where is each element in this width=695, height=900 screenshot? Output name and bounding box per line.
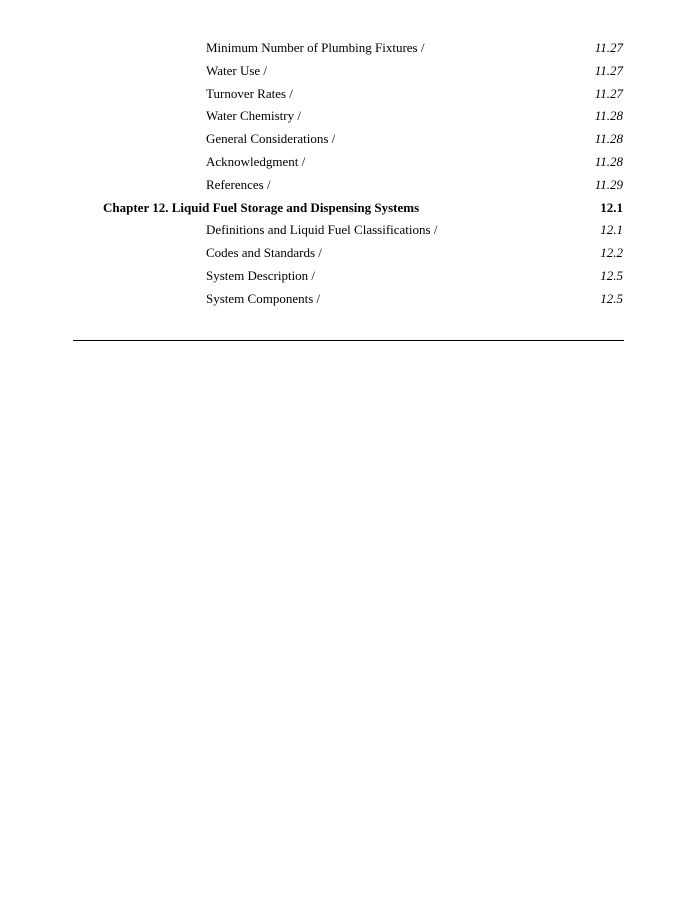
toc-entry[interactable] [0, 105, 695, 128]
toc-entry-page: 11.28 [594, 153, 623, 169]
toc-entry-title: System Components / [206, 290, 321, 306]
toc-chapter-heading[interactable] [0, 197, 695, 220]
toc-entry-page: 11.29 [594, 176, 623, 192]
toc-entry-page: 12.1 [600, 222, 623, 238]
chapter-page: 12.1 [600, 199, 623, 215]
toc-entry[interactable] [0, 151, 695, 174]
toc-entry-title: Water Chemistry / [206, 108, 301, 124]
toc-entry-page: 12.5 [600, 267, 623, 283]
toc-entry[interactable] [0, 60, 695, 83]
toc-entry[interactable] [0, 288, 695, 311]
toc-entry[interactable] [0, 37, 695, 60]
table-of-contents [0, 37, 695, 311]
toc-entry-title: Minimum Number of Plumbing Fixtures / [206, 40, 425, 55]
toc-entry[interactable] [0, 265, 695, 288]
toc-entry-page: 11.27 [594, 40, 623, 55]
toc-entry[interactable] [0, 219, 695, 242]
toc-entry-title: Definitions and Liquid Fuel Classifications / [206, 222, 438, 238]
toc-entry[interactable] [0, 174, 695, 197]
toc-entry-title: Turnover Rates / [206, 85, 293, 101]
toc-entry[interactable] [0, 128, 695, 151]
toc-entry-title: Codes and Standards / [206, 245, 322, 261]
toc-entry-page: 12.5 [600, 290, 623, 306]
toc-entry[interactable] [0, 83, 695, 106]
toc-entry-title: Water Use / [206, 62, 268, 78]
chapter-title: Chapter 12. Liquid Fuel Storage and Dispensing Systems [103, 199, 420, 215]
toc-entry-title: General Considerations / [206, 131, 336, 147]
toc-entry-page: 11.27 [594, 85, 623, 101]
toc-entry-page: 11.28 [594, 108, 623, 124]
toc-entry[interactable] [0, 242, 695, 265]
horizontal-rule-divider [73, 340, 624, 341]
toc-entry-title: System Description / [206, 267, 316, 283]
toc-entry-page: 11.28 [594, 131, 623, 147]
toc-entry-page: 11.27 [594, 62, 623, 78]
toc-entry-page: 12.2 [600, 245, 623, 261]
toc-entry-title: References / [206, 176, 271, 192]
toc-entry-title: Acknowledgment / [206, 153, 306, 169]
